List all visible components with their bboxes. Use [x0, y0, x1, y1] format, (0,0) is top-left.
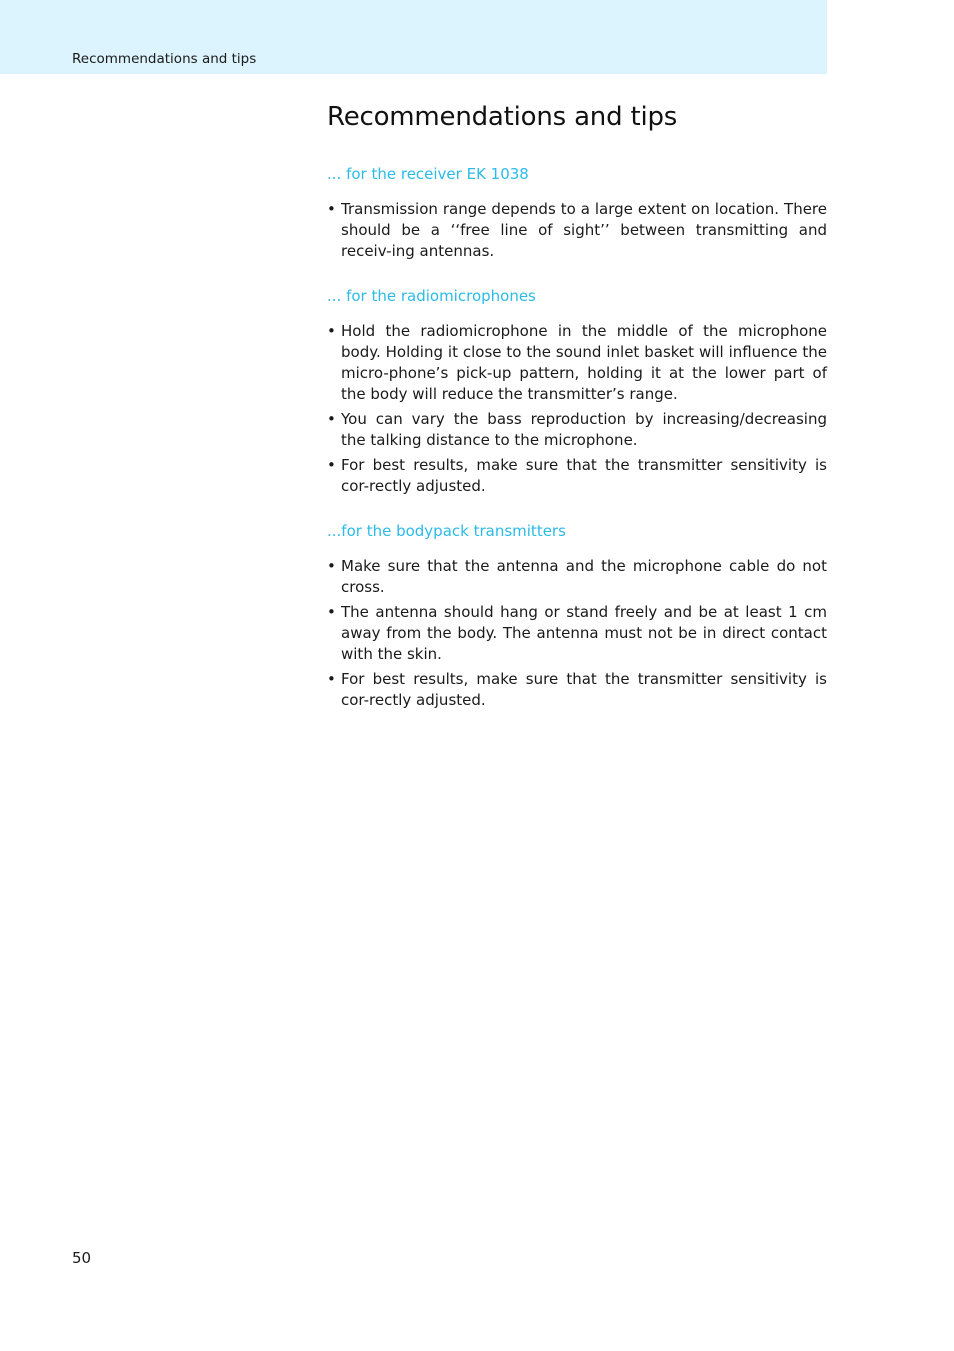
list-item-text: Make sure that the antenna and the microphone cable do not cross.: [341, 557, 827, 596]
list-item: [327, 321, 827, 405]
list-item: [327, 199, 827, 262]
list-item-text: Transmission range depends to a large extent on location. There should be a ‘‘free line of sight’’ between transmitting and receiv-ing antennas.: [341, 200, 827, 260]
list-item: [327, 455, 827, 497]
list-item-text: Hold the radiomicrophone in the middle of the microphone body. Holding it close to the sound inlet basket will influence the micro-phone’s pick-up pattern, holding it at the lower part of the body will reduce the transmitter’s range.: [341, 322, 827, 403]
list-item-text: For best results, make sure that the transmitter sensitivity is cor-rectly adjusted.: [341, 670, 827, 709]
bullet-icon: •: [327, 200, 336, 218]
bullet-icon: •: [327, 603, 336, 621]
bullet-icon: •: [327, 410, 336, 428]
list-item: [327, 602, 827, 665]
bullet-list: [327, 321, 827, 497]
section-heading: ...for the bodypack transmitters: [327, 522, 566, 540]
section-radiomicrophones: [327, 286, 827, 497]
bullet-icon: •: [327, 670, 336, 688]
page-title: Recommendations and tips: [327, 102, 678, 132]
section-bodypack-transmitters: [327, 521, 827, 711]
list-item: [327, 669, 827, 711]
bullet-icon: •: [327, 557, 336, 575]
section-receiver: [327, 164, 827, 262]
section-heading: ... for the radiomicrophones: [327, 287, 536, 305]
list-item-text: For best results, make sure that the transmitter sensitivity is cor-rectly adjusted.: [341, 456, 827, 495]
bullet-list: [327, 199, 827, 262]
bullet-icon: •: [327, 322, 336, 340]
list-item-text: The antenna should hang or stand freely and be at least 1 cm away from the body. The antenna must not be in direct contact with the skin.: [341, 603, 827, 663]
list-item-text: You can vary the bass reproduction by increasing/decreasing the talking distance to the microphone.: [341, 410, 827, 449]
main-content: [327, 99, 827, 715]
list-item: [327, 409, 827, 451]
page-number: 50: [72, 1249, 92, 1267]
section-heading: ... for the receiver EK 1038: [327, 165, 529, 183]
running-header: Recommendations and tips: [72, 51, 257, 67]
bullet-icon: •: [327, 456, 336, 474]
bullet-list: [327, 556, 827, 711]
list-item: [327, 556, 827, 598]
